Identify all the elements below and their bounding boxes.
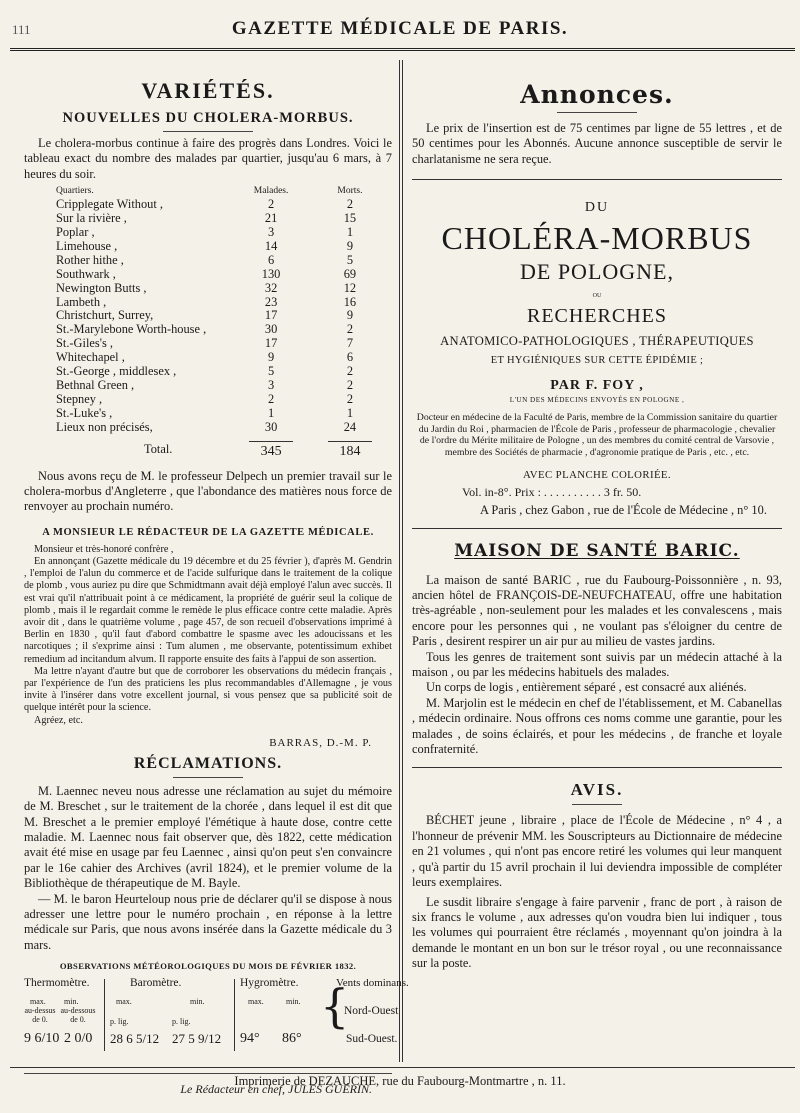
morts-value: 69 [343,266,357,281]
section-title-varietes: VARIÉTÉS. [141,78,275,103]
letter-salutation: Monsieur et très-honoré confrère , [34,543,174,555]
vent-sud-ouest: Sud-Ouest. [346,1033,398,1046]
book-planche: AVEC PLANCHE COLORIÉE. [522,468,672,481]
baro-max-label: max. [116,997,132,1007]
district-name: St.-Giles's , [56,336,113,351]
table-row [24,296,392,310]
table-row [24,254,392,268]
baro-min-unit: p. lig. [172,1017,191,1027]
table-row [24,421,392,435]
reclamations-paragraph-1: M. Laennec neveu nous adresse une réclamation au sujet du mémoire de M. Breschet , sur le traitement de la chorée , dans lequel il est dit que M. Breschet a le premier employé l'émétique à haute dose, contre cette maladie. M. Laennec nous fait observer que, dès 1822, cette médication avait été mise en usage par feu Laennec , ainsi qu'on peut s'en convaincre par le 16e cahier des Archives (avril 1824), et le premier volume de la Bibliothèque de thérapeutique de M. Bayle. [24,783,392,891]
baro-max-unit: p. lig. [110,1017,129,1027]
malades-value: 3 [267,378,275,392]
total-label: Total. [144,441,173,456]
district-name: St.-Luke's , [56,405,113,420]
table-row [24,407,392,421]
book-recherches: RECHERCHES [526,305,668,328]
morts-value: 2 [346,364,354,379]
malades-value: 17 [264,336,278,351]
morts-value: 2 [346,378,354,392]
table-row [24,282,392,296]
section-rule [412,179,782,180]
maison-paragraph-4: M. Marjolin est le médecin en chef de l'établissement, et M. Cabanellas , médecin ordinaire. Nous offrons ces noms comme une garantie, pour les malades , de soins éclairés, et pour les médecins , de franche et loyale confraternité. [412,695,782,757]
hygro-max-value: 94° [240,1031,260,1047]
malades-value: 14 [264,238,278,253]
meteo-separator [234,979,235,1051]
imprint-line: Imprimerie de DEZAUCHE, rue du Faubourg-Montmartre , n. 11. [234,1074,566,1088]
hygrometre-label: Hygromètre. [240,977,299,990]
annonces-text: Le prix de l'insertion est de 75 centimes par ligne de 55 lettres , et de 50 centimes pour les Abonnés. Aucune annonce susceptible de servir le charlatanisme ne sera reçue. [412,121,782,166]
district-name: Poplar , [56,225,95,240]
morts-value: 9 [346,238,354,253]
vent-nord-ouest: Nord-Ouest [344,1005,399,1018]
table-row [24,226,392,240]
table-row [24,309,392,323]
book-address: A Paris , chez Gabon , rue de l'École de Médecine , n° 10. [480,502,767,517]
therm-max-label: max. [30,997,46,1007]
therm-min-value: 2 0/0 [64,1031,93,1047]
morts-value: 16 [343,294,357,309]
maison-title: MAISON DE SANTÉ BARIC. [454,540,740,561]
total-morts [308,435,392,459]
morts-value: 12 [343,280,357,295]
meteo-separator [104,979,105,1051]
morts-value: 2 [346,197,354,212]
barometre-label: Baromètre. [130,977,182,990]
malades-value: 1 [267,405,275,420]
meteo-hygrometre [240,977,318,1047]
brace-icon: { [320,979,350,1034]
morts-value: 1 [346,225,354,240]
malades-value: 2 [267,391,275,406]
morts-value: 5 [346,252,354,267]
malades-value: 23 [264,294,278,309]
district-name: St.-George , middlesex , [56,364,177,379]
letter-signature: BARRAS, D.-M. P. [269,736,372,749]
avis-rule [572,804,622,805]
cholera-news-title: NOUVELLES DU CHOLERA-MORBUS. [62,110,354,126]
baro-min-value: 27 5 9/12 [172,1031,222,1047]
meteo-table [24,977,409,1069]
meteo-thermometre [24,977,98,1047]
morts-value: 7 [346,336,354,351]
total-malades [234,435,308,459]
table-row [24,212,392,226]
table-row [24,365,392,379]
reclamations-rule [173,777,243,778]
district-name: Southwark , [56,266,116,281]
maison-paragraph-1: La maison de santé BARIC , rue du Faubourg-Poissonnière , n. 93, ancien hôtel de FRANÇOIS-DE-NEUFCHATEAU, offre une habitation très-agréable , non-seulement pour les malades et les convalescens , mais encore pour les personnes qui , ne voulant pas s'éloigner du centre de Paris , desirent respirer un air pur au milieu de vastes jardins. [412,572,782,649]
district-name: Limehouse , [56,238,118,253]
table-row [24,379,392,393]
table-row [24,323,392,337]
footer-rule [10,1067,795,1068]
district-name: Rother hithe , [56,252,124,267]
letter-closing: Agréez, etc. [34,714,83,726]
malades-value: 30 [264,419,278,434]
page-number: 111 [12,22,31,37]
reclamations-title: RÉCLAMATIONS. [133,754,283,772]
book-price: Vol. in-8°. Prix : . . . . . . . . . . 3 fr. 50. [462,484,642,499]
column-divider [399,60,403,1062]
maison-paragraph-2: Tous les genres de traitement sont suivis par un médecin attaché à la maison , ou par les médecins habituels des malades. [412,649,782,680]
section-rule [412,528,782,529]
total-morts-value: 184 [328,441,372,459]
district-name: Newington Butts , [56,280,147,295]
therm-max-value: 9 6/10 [24,1031,60,1047]
malades-value: 6 [267,252,275,267]
letter-paragraph-1: En annonçant (Gazette médicale du 19 décembre et du 25 février ), d'après M. Gendrin , l'emploi de l'alun du commerce et de l'acide sulfurique dans le traitement de la colique de plomb , vous auriez pu dire que Schmidtmann avait déjà employé l'alun avec succès. Il est vrai qu'il n'attribuait point à ce médicament, la propriété de guérir seul la colique de plomb , mais il le regardait comme le remède le plus efficace contre cette maladie. Après avoir dit , dans le quatrième volume , page 457, de son recueil d'observations imprimé à Berlin en 1830 , qu'il faut d'abord combattre le spasme avec les adoucissans et les narcotiques ; il s'exprime ainsi : Tum alumen , me observante, potentissimum exhibet remedium ad incitandum alvum. Il rapporte ensuite des faits à l'appui de son assertion. [24,555,392,665]
right-column [412,62,782,972]
book-author: PAR F. FOY , [550,378,644,394]
therm-above-label: au-dessus de 0. [24,1006,56,1025]
district-name: Stepney , [56,391,103,406]
baro-min-label: min. [190,997,205,1007]
header-rule [10,48,795,52]
cholera-table [24,186,392,458]
avis-title: AVIS. [570,780,624,800]
newspaper-title: GAZETTE MÉDICALE DE PARIS. [231,18,569,39]
book-ou: ou [592,289,602,300]
book-credentials: Docteur en médecine de la Faculté de Paris, membre de la Commission sanitaire du quartier du Jardin du Roi , pharmacien de l'École de Paris , professeur de pharmacologie , chevalier de l'ordre du Mérite militaire de Pologne , un des membres du comité central de Varsovie , membre des Sociétés de pharmacie , d'agronomie pratique de Paris , etc. , etc. [416,412,778,458]
table-row [24,268,392,282]
therm-below-label: au-dessous de 0. [60,1006,96,1025]
cholera-outro: Nous avons reçu de M. le professeur Delpech un premier travail sur le cholera-morbus d'Angleterre , que l'abondance des matières nous force de renvoyer au prochain numéro. [24,468,392,514]
meteo-barometre [110,977,230,1047]
district-name: Christchurt, Surrey, [56,308,154,323]
morts-value: 2 [346,391,354,406]
col-header-quartiers: Quartiers. [56,186,94,197]
hygro-min-label: min. [286,997,301,1007]
table-row [24,351,392,365]
malades-value: 5 [267,364,275,379]
book-du: DU [584,200,610,216]
meteo-vents [336,977,409,1046]
morts-value: 6 [346,350,354,365]
malades-value: 3 [267,225,275,240]
therm-min-label: min. [64,997,79,1007]
malades-value: 9 [267,350,275,365]
col-header-malades: Malades. [253,186,289,197]
table-row [24,337,392,351]
district-name: Whitechapel , [56,350,125,365]
district-name: Bethnal Green , [56,378,135,392]
letter-title: A MONSIEUR LE RÉDACTEUR DE LA GAZETTE MÉDICALE. [42,526,374,538]
district-name: Cripplegate Without , [56,197,163,212]
section-rule [412,767,782,768]
book-line-2: ET HYGIÉNIQUES SUR CETTE ÉPIDÉMIE ; [490,355,704,367]
total-malades-value: 345 [249,441,293,459]
malades-value: 130 [261,266,281,281]
baro-max-value: 28 6 5/12 [110,1031,160,1047]
avis-paragraph-2: Le susdit libraire s'engage à faire parvenir , franc de port , à raison de six francs le volume , aux adresses qu'on voudra bien lui indiquer , tous les volumes qui pourraient être réclamés , moyennant qu'on joindra à la demande le montant en un bon sur le trésor royal , ou une reconnaissance sur la poste. [412,894,782,971]
table-row [24,240,392,254]
annonces-rule [557,112,637,113]
book-line-1: ANATOMICO-PATHOLOGIQUES , THÉRAPEUTIQUES [440,334,754,349]
vents-label: Vents dominans. [336,977,409,990]
table-total-row [24,435,392,459]
table-row [24,198,392,212]
redacteur-signature: Le Rédacteur en chef, JULES GUÉRIN. [180,1082,372,1097]
letter-paragraph-2: Ma lettre n'ayant d'autre but que de corroborer les observations du médecin français , par l'expérience de l'un des praticiens les plus recommandables d'Allemagne , je vous invite à l'insérer dans votre excellent journal, si vous pensez que sa publicité soit de quelque intérêt pour la science. [24,665,392,714]
meteo-title: OBSERVATIONS MÉTÉOROLOGIQUES DU MOIS DE FÉVRIER 1832. [59,961,357,972]
annonces-title: Annonces. [520,80,674,109]
title-rule [163,131,253,132]
malades-value: 32 [264,280,278,295]
district-name: Lambeth , [56,294,107,309]
morts-value: 15 [343,211,357,226]
morts-value: 9 [346,308,354,323]
maison-paragraph-3: Un corps de logis , entièrement séparé , est consacré aux aliénés. [426,680,747,695]
book-subtitle: DE POLOGNE, [520,259,674,285]
table-row [24,393,392,407]
hygro-min-value: 86° [282,1031,302,1047]
malades-value: 2 [267,197,275,212]
reclamations-paragraph-2: — M. le baron Heurteloup nous prie de déclarer qu'il se dispose à nous adresser une lettre pour le numéro prochain , en réponse à la lettre médicale sur Paris, que nous avons insérée dans la Gazette médicale du 3 mars. [24,891,392,952]
malades-value: 30 [264,322,278,337]
hygro-max-label: max. [248,997,264,1007]
morts-value: 1 [346,405,354,420]
district-name: St.-Marylebone Worth-house , [56,322,207,337]
malades-value: 17 [264,308,278,323]
district-name: Sur la rivière , [56,211,127,226]
morts-value: 24 [343,419,357,434]
district-name: Lieux non précisés, [56,419,153,434]
morts-value: 2 [346,322,354,337]
thermometre-label: Thermomètre. [24,977,90,990]
avis-paragraph-1: BÉCHET jeune , libraire , place de l'École de Médecine , n° 4 , a l'honneur de prévenir MM. les Souscripteurs au Dictionnaire de médecine en 21 volumes , qui n'ont pas encore retiré les volumes qui leur manquent , qu'à partir du 15 avril prochain il lui deviendra impossible de compléter leurs exemplaires. [412,813,782,890]
col-header-morts: Morts. [337,186,363,197]
malades-value: 21 [264,211,278,226]
cholera-intro: Le cholera-morbus continue à faire des progrès dans Londres. Voici le tableau exact du nombre des malades par quartier, jusqu'au 6 mars, à 7 heures du soir. [24,136,392,181]
book-author-note: L'UN DES MÉDECINS ENVOYÉS EN POLOGNE , [509,396,685,405]
book-title: CHOLÉRA-MORBUS [441,220,753,257]
